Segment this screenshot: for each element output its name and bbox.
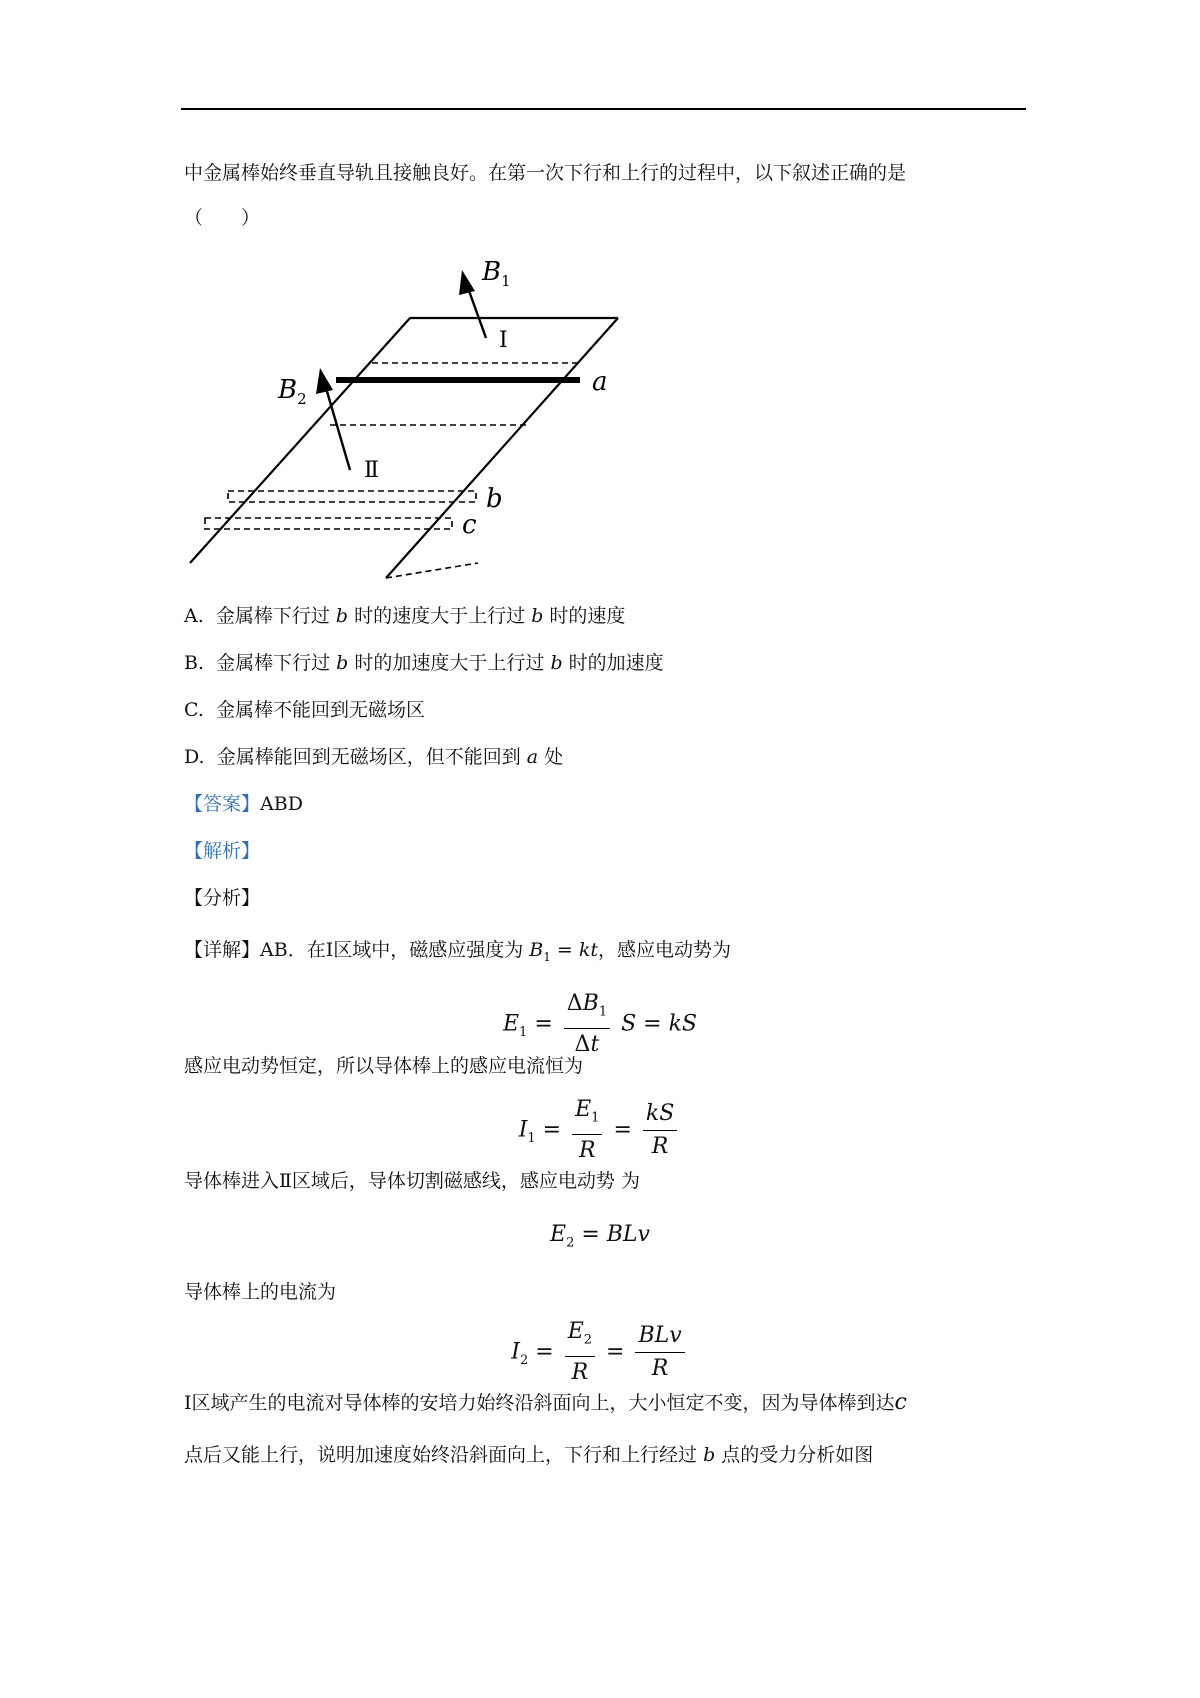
right-rail	[386, 318, 618, 578]
bottom-dashed-edge	[386, 563, 478, 578]
formula-e2: $E_2$ = BLv	[550, 1222, 650, 1251]
region-1-label: Ⅰ	[499, 328, 508, 353]
option-d: D. 金属棒能回到无磁场区，但不能回到 a 处	[184, 746, 564, 768]
label-c: c	[462, 510, 477, 540]
bar-position-c	[205, 518, 452, 529]
analysis-tag: 【解析】	[184, 840, 261, 862]
b2-arrow-shaft	[326, 388, 350, 470]
answer-tag: 【答案】	[184, 793, 261, 815]
b1-arrow-shaft	[468, 288, 486, 338]
b1-arrow-head	[459, 270, 475, 295]
detail-line-2: 感应电动势恒定，所以导体棒上的感应电流恒为	[184, 1055, 584, 1077]
label-b: b	[486, 484, 503, 514]
svg-text:B2	[277, 375, 307, 408]
answer-value: ABD	[260, 793, 303, 815]
circuit-figure	[180, 250, 608, 580]
formula-i2: $I_2$ = $\frac{E_2}{R}$ = $\frac{\text{BLv}}{R}$	[0, 1318, 1200, 1387]
b2-label: B	[278, 375, 298, 405]
answer-line	[184, 791, 303, 817]
detail-line-1: 【详解】AB．在Ⅰ区域中，磁感应强度为 $B_1$ = kt，感应电动势为	[184, 939, 732, 964]
fenxi-tag: 【分析】	[184, 887, 261, 909]
detail-line-6: 点后又能上行，说明加速度始终沿斜面向上，下行和上行经过 b 点的受力分析如图	[184, 1444, 874, 1466]
region-2-label: Ⅱ	[364, 458, 379, 483]
label-a: a	[592, 367, 608, 397]
formula-e1: $E_1$ = $\frac{\Delta B_1}{\Delta t}$ S = kS	[502, 991, 697, 1058]
option-c: C. 金属棒不能回到无磁场区	[184, 699, 426, 721]
detail-line-5: Ⅰ区域产生的电流对导体棒的安培力始终沿斜面向上，大小恒定不变，因为导体棒到达c	[184, 1390, 907, 1415]
b2-sub: 2	[297, 390, 307, 408]
svg-text:B1	[481, 257, 511, 290]
intro-line: 中金属棒始终垂直导轨且接触良好。在第一次下行和上行的过程中，以下叙述正确的是	[184, 162, 907, 184]
detail-line-4: 导体棒上的电流为	[184, 1281, 337, 1303]
b1-sub: 1	[501, 272, 511, 290]
option-a: A. 金属棒下行过 b 时的速度大于上行过 b 时的速度	[184, 605, 626, 627]
formula-i1: $I_1$ = $\frac{E_1}{R}$ = $\frac{kS}{R}$	[0, 1096, 1200, 1165]
left-rail	[190, 318, 410, 563]
detail-line-3: 导体棒进入Ⅱ区域后，导体切割磁感线，感应电动势 为	[184, 1170, 640, 1192]
answer-blank: （ ）	[184, 207, 261, 229]
b1-label: B	[482, 257, 502, 287]
bar-position-b	[228, 491, 476, 502]
header-rule	[181, 108, 1026, 110]
b2-arrow-head	[316, 368, 333, 394]
option-b: B. 金属棒下行过 b 时的加速度大于上行过 b 时的加速度	[184, 652, 664, 674]
